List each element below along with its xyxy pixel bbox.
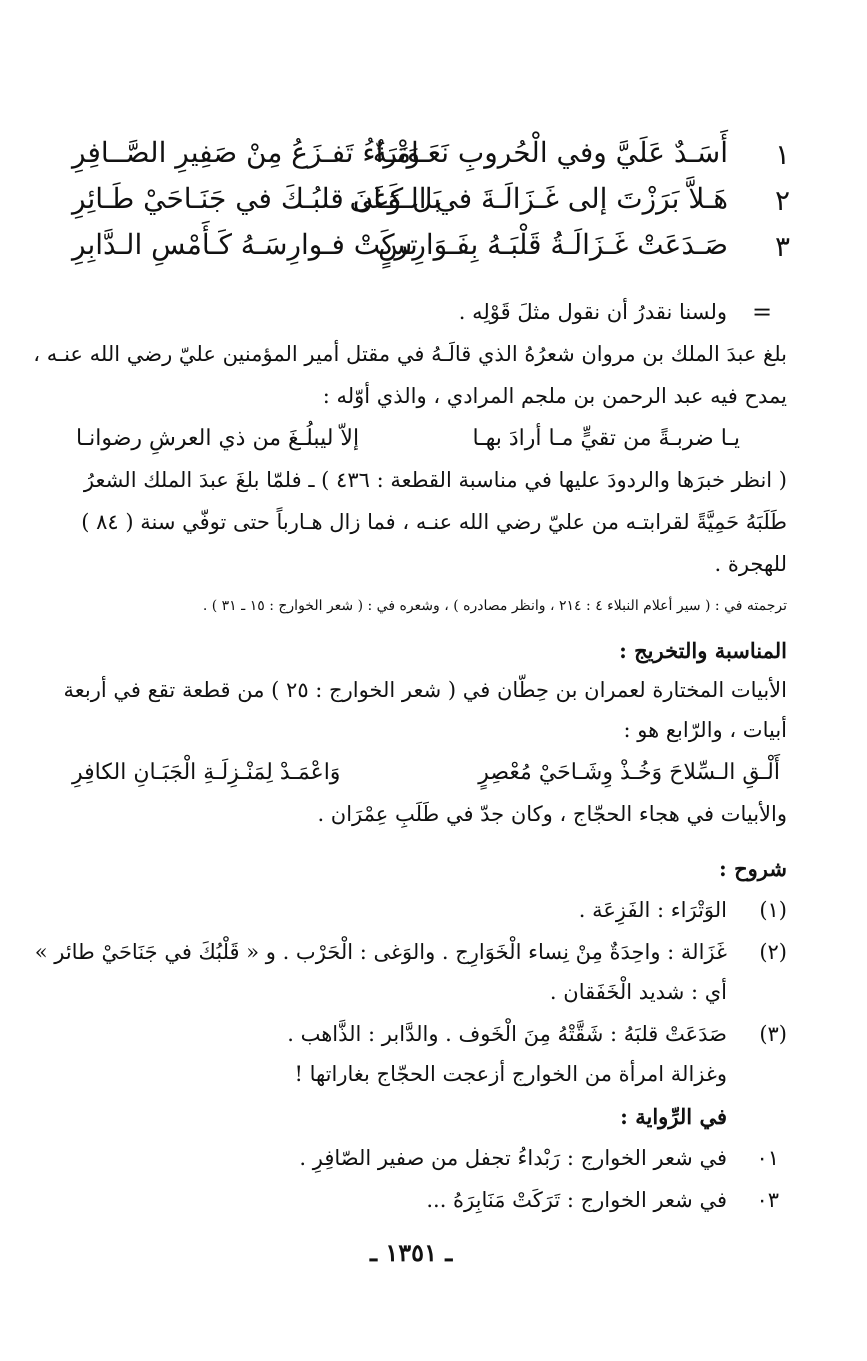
- variant-number: ٠٣: [756, 1188, 779, 1212]
- gloss-continuation: أي : شديد الْخَفَقان .: [549, 980, 727, 1004]
- verse-row: [60, 228, 790, 272]
- commentary-line: طَلَبَهُ حَمِيَّةً لقرابتـه من عليّ رضي الله عنـه ، فما زال هـارباً حتى توفّي سنة ( ٨٤ ): [81, 510, 787, 534]
- verse-number: ١: [774, 138, 790, 171]
- verse-row: [60, 136, 790, 180]
- gloss-continuation: وغزالة امرأة من الخوارج أزعجت الحجّاج بغاراتها !: [294, 1062, 727, 1086]
- occasion-line: أبيات ، والرّابع هو :: [623, 718, 787, 742]
- quoted-verse: [60, 760, 780, 794]
- commentary-line: ( انظر خبرَها والردودَ عليها في مناسبة القطعة : ٤٣٦ ) ـ فلمّا بلغَ عبدَ الملك الشعرُ: [83, 468, 787, 492]
- verse-number: ٢: [774, 184, 790, 217]
- verse-row: [60, 182, 790, 226]
- commentary-line: بلغ عبدَ الملك بن مروان شعرُهُ الذي قالَـهُ في مقتل أمير المؤمنين عليّ رضي الله عنـه ،: [33, 342, 787, 366]
- gloss-text: غَزَالة : واحِدَةٌ مِنْ نِساء الْخَوَارِج . والوَغى : الْحَرْب . و « قَلْبُكَ في جَنَاحَيْ طائر »: [34, 940, 727, 964]
- biography-reference: ترجمته في : ( سير أعلام النبلاء ٤ : ٢١٤ ، وانظر مصادره ) ، وشعره في : ( شعر الخوارج : ١٥ ـ ٣١ ) .: [202, 598, 787, 614]
- quoted-first-hemistich: أَلْـقِ الـسِّلاحَ وَخُـذْ وِشَـاحَيْ مُعْصِرٍ: [478, 760, 780, 785]
- verse-second-hemistich: بَل كَـانَ قلبُـكَ في جَنَـاحَيْ طَـائِرِ: [72, 182, 442, 215]
- verse-first-hemistich: أَسَـدٌ عَلَيَّ وفي الْحُروبِ نَعَـامَـةٌ: [372, 136, 728, 169]
- quoted-second-hemistich: إلاّ ليبلُـغَ من ذي العرشِ رضوانـا: [76, 426, 360, 451]
- commentary-line: يمدح فيه عبد الرحمن بن ملجم المرادي ، والذي أوّله :: [322, 384, 787, 408]
- verse-first-hemistich: صَـدَعَتْ غَـزَالَـةُ قَلْبَـهُ بِفَـوَارِسٍ: [378, 228, 728, 261]
- section-heading: في الرِّواية :: [620, 1104, 727, 1129]
- commentary-line: ولسنا نقدرُ أن نقول مثلَ قَوْلِه .: [458, 300, 727, 324]
- verse-first-hemistich: هَـلاَّ بَرَزْتَ إلى غَـزَالَـةَ في الـوَغَى: [349, 182, 728, 215]
- section-heading: المناسبة والتخريج :: [619, 638, 787, 663]
- quoted-second-hemistich: وَاعْمَـدْ لِمَنْـزِلَـةِ الْجَبَـانِ الكافِرِ: [72, 760, 341, 785]
- variant-text: في شعر الخوارج : رَبْداءُ تجفل من صفير الصّافِرِ .: [299, 1146, 727, 1170]
- page-number: ـ ١٣٥١ ـ: [370, 1238, 453, 1267]
- verse-second-hemistich: وَتْرَاءُ تَفـزَعُ مِنْ صَفِيرِ الصَّــافِرِ: [72, 136, 421, 169]
- occasion-line: والأبيات في هجاء الحجّاج ، وكان جدّ في طَلَبِ عِمْرَان .: [317, 802, 787, 826]
- gloss-text: الوَتْرَاء : الفَزِعَة .: [578, 898, 727, 922]
- gloss-text: صَدَعَتْ قلبَهُ : شَقَّتْهُ مِنَ الْخَوف . والدَّابر : الذَّاهب .: [287, 1022, 727, 1046]
- continuation-mark: =: [752, 298, 773, 326]
- verse-second-hemistich: تركَتْ فـوارِسَـهُ كَـأَمْسِ الـدَّابِرِ: [72, 228, 418, 261]
- variant-text: في شعر الخوارج : تَرَكَتْ مَنَابِرَهُ ...: [426, 1188, 727, 1212]
- gloss-number: (٢): [759, 940, 787, 964]
- quoted-first-hemistich: يـا ضربـةً من تقيٍّ مـا أرادَ بهـا: [472, 426, 740, 451]
- occasion-line: الأبيات المختارة لعمران بن حِطّان في ( شعر الخوارج : ٢٥ ) من قطعة تقع في أربعة: [63, 678, 787, 702]
- variant-number: ٠١: [756, 1146, 779, 1170]
- gloss-number: (٣): [759, 1022, 787, 1046]
- commentary-line: للهجرة .: [714, 552, 787, 576]
- section-heading: شروح :: [719, 856, 787, 881]
- verse-number: ٣: [774, 230, 790, 263]
- gloss-number: (١): [759, 898, 787, 922]
- quoted-verse: [60, 426, 780, 460]
